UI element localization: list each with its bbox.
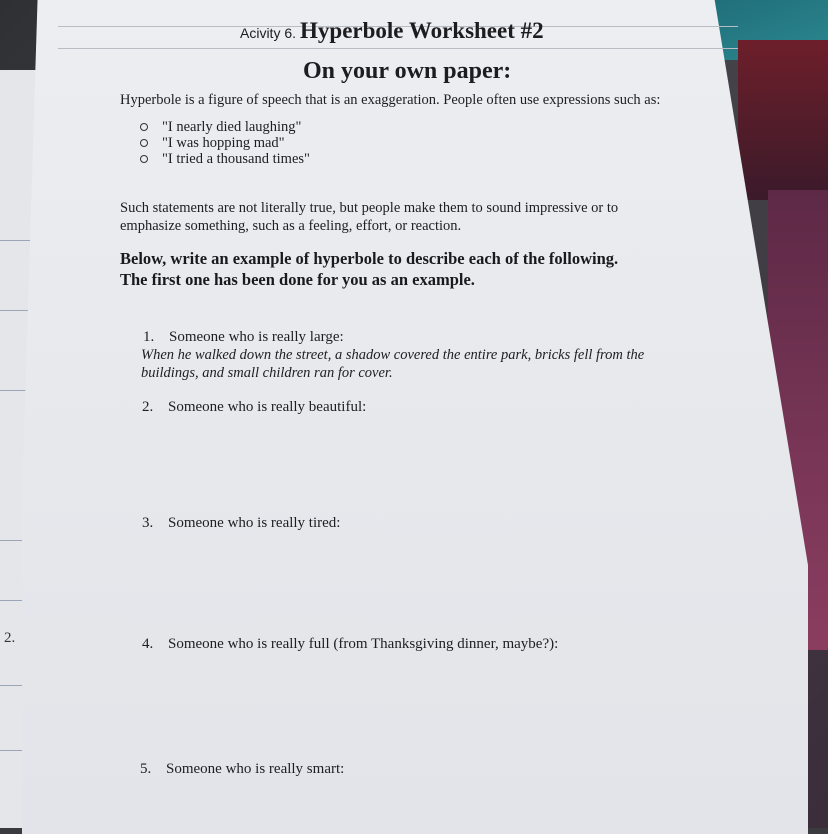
list-item (140, 151, 310, 167)
activity-label: Acivity 6. (240, 25, 297, 41)
example-list (140, 119, 310, 167)
instructions (120, 248, 618, 290)
example-answer-line-1: When he walked down the street, a shadow covered the entire park, bricks fell from the (141, 347, 645, 363)
circle-bullet-icon (140, 155, 148, 163)
question-1 (143, 329, 344, 346)
page-title (240, 18, 544, 44)
example-phrase: "I was hopping mad" (162, 134, 285, 151)
explanation-line-2: emphasize something, such as a feeling, effort, or reaction. (120, 218, 462, 234)
question-number: 2. (142, 399, 154, 415)
question-text: Someone who is really tired: (168, 515, 341, 531)
list-item (140, 135, 310, 151)
question-5 (140, 761, 344, 778)
list-item (140, 119, 310, 135)
worksheet-title: Hyperbole Worksheet #2 (300, 18, 544, 43)
question-text: Someone who is really beautiful: (168, 399, 367, 415)
question-2 (142, 399, 366, 416)
question-text: Someone who is really large: (169, 329, 344, 345)
question-text: Someone who is really smart: (166, 761, 345, 777)
example-answer-line-2: buildings, and small children ran for cover. (141, 365, 393, 381)
intro-text: Hyperbole is a figure of speech that is an exaggeration. People often use expressions such as: (120, 92, 661, 108)
example-answer (141, 346, 644, 382)
question-number: 5. (140, 761, 152, 777)
circle-bullet-icon (140, 139, 148, 147)
instruction-line-2: The first one has been done for you as an example. (120, 270, 475, 289)
subtitle: On your own paper: (303, 58, 512, 84)
example-phrase: "I nearly died laughing" (162, 118, 302, 135)
header-rule-bottom (58, 48, 738, 49)
question-3 (142, 515, 340, 532)
question-number: 4. (142, 636, 154, 652)
example-phrase: "I tried a thousand times" (162, 150, 310, 167)
circle-bullet-icon (140, 123, 148, 131)
red-folder (738, 40, 828, 200)
question-number: 3. (142, 515, 154, 531)
question-4 (142, 636, 558, 653)
background-paper-number: 2. (4, 630, 16, 646)
question-number: 1. (143, 329, 155, 345)
question-text: Someone who is really full (from Thanksgiving dinner, maybe?): (168, 636, 559, 652)
explanation-line-1: Such statements are not literally true, but people make them to sound impressive or to (120, 200, 619, 216)
instruction-line-1: Below, write an example of hyperbole to describe each of the following. (120, 249, 619, 268)
